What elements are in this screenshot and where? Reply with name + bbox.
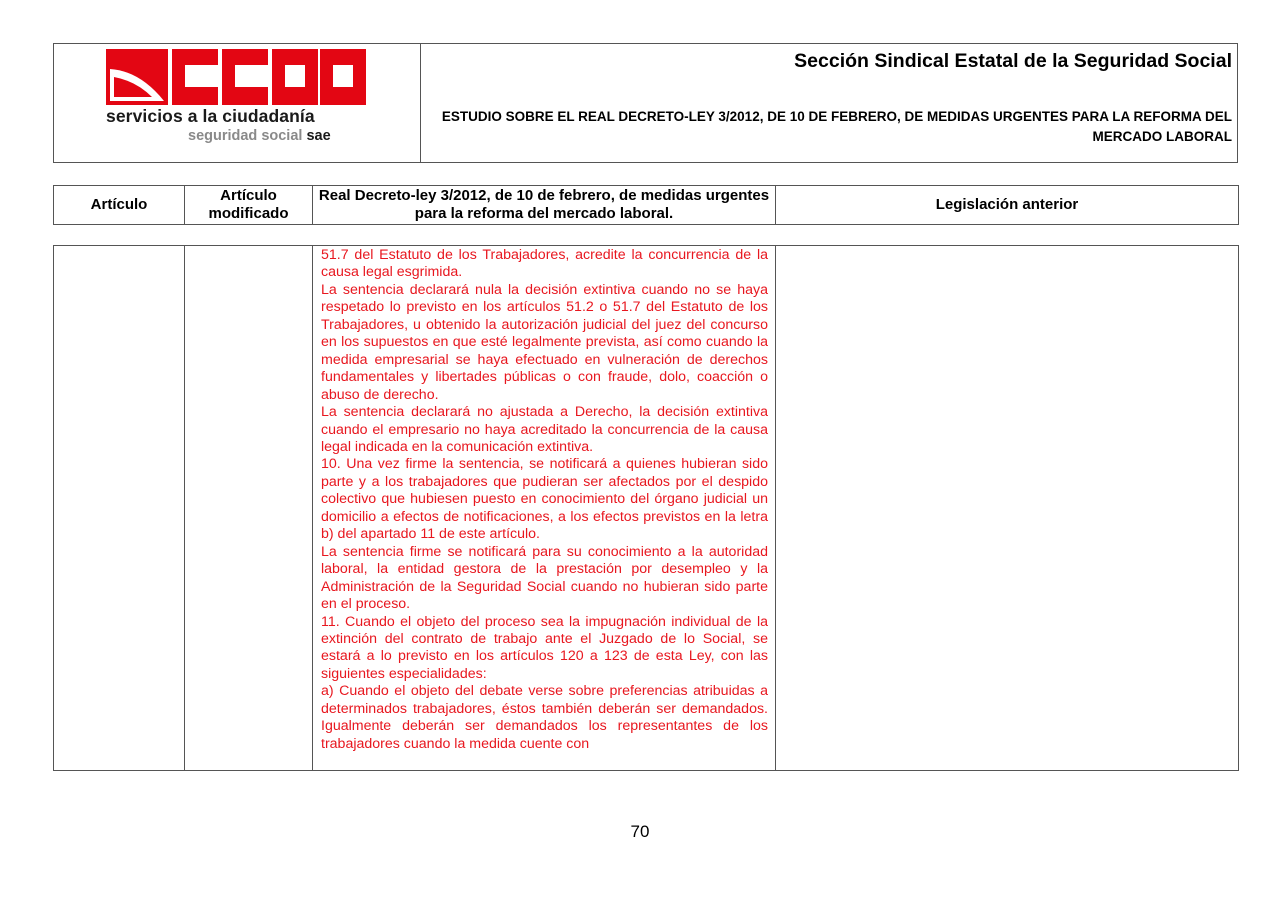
ccoo-logo-mark (106, 49, 366, 105)
table-column-headers (53, 185, 1239, 225)
paragraph: 11. Cuando el objeto del proceso sea la impugnación individual de la extinción del contrato de trabajo ante el Juzgado de lo Social, se estará a lo previsto en los artículos 120 a 123 de esta Ley, con las siguientes especialidades: (321, 613, 768, 682)
logo-cell (54, 44, 421, 162)
paragraph: La sentencia firme se notificará para su conocimiento a la autoridad laboral, la entidad gestora de la prestación por desempleo y la Administración de la Seguridad Social cuando no hubieran sido parte en el proceso. (321, 543, 768, 613)
paragraph: a) Cuando el objeto del debate verse sobre preferencias atribuidas a determinados trabajadores, éstos también deberán ser demandados. Igualmente deberán ser demandados los representantes de los trabajadores cuando la medida cuente con (321, 683, 768, 752)
page-number: 70 (630, 822, 650, 841)
document-title: Sección Sindical Estatal de la Seguridad Social (794, 50, 1232, 72)
logo-tagline: servicios a la ciudadanía (106, 106, 315, 126)
column-header-real-decreto: Real Decreto-ley 3/2012, de 10 de febrero, de medidas urgentes para la reforma del mercado laboral. (313, 186, 776, 224)
logo-subtagline-prefix: seguridad social (188, 128, 307, 144)
column-header-articulo: Artículo (54, 186, 185, 224)
cell-legislacion-anterior (776, 246, 1238, 770)
cell-real-decreto (313, 246, 776, 770)
logo-subtagline-sae: sae (306, 128, 331, 144)
document-header (53, 43, 1238, 163)
logo-subtagline (188, 128, 331, 144)
column-header-legislacion-anterior: Legislación anterior (935, 196, 1079, 213)
title-cell (421, 44, 1237, 162)
paragraph: 10. Una vez firme la sentencia, se notificará a quienes hubieran sido parte y a los trabajadores que pudieran ser afectados por el despido colectivo que hubiesen puesto en conocimiento del órgano judicial un domicilio a efectos de notificaciones, a los efectos previstos en la letra b) del apartado 11 de este artículo. (321, 456, 768, 543)
paragraph: La sentencia declarará no ajustada a Derecho, la decisión extintiva cuando el empresario no haya acreditado la concurrencia de la causa legal indicada en la comunicación extintiva. (321, 404, 768, 455)
cell-articulo-modificado (185, 246, 313, 770)
document-subtitle: ESTUDIO SOBRE EL REAL DECRETO-LEY 3/2012, DE 10 DE FEBRERO, DE MEDIDAS URGENTES PARA LA REFORMA DEL MERCADO LABORAL (441, 109, 1232, 144)
table-row (53, 245, 1239, 771)
paragraph: 51.7 del Estatuto de los Trabajadores, acredite la concurrencia de la causa legal esgrimida. (321, 247, 768, 281)
cell-articulo (54, 246, 185, 770)
paragraph: La sentencia declarará nula la decisión extintiva cuando no se haya respetado lo previsto en los artículos 51.2 o 51.7 del Estatuto de los Trabajadores, u obtenido la autorización judicial del juez del concurso en los supuestos en que esté legalmente prevista, así como cuando la medida empresarial se haya efectuado en vulneración de derechos fundamentales y libertades públicas o con fraude, dolo, coacción o abuso de derecho. (321, 281, 768, 403)
column-header-articulo-modificado: Artículo modificado (185, 186, 313, 224)
